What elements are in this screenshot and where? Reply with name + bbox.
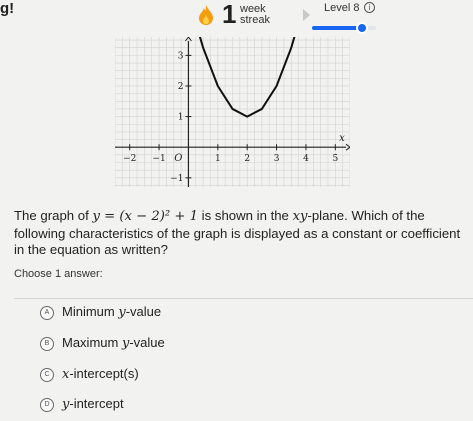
y-tick-label: −1 — [170, 173, 184, 184]
parabola-graph — [115, 37, 350, 187]
x-tick-label: −1 — [152, 154, 166, 165]
level-progress-fill — [312, 26, 362, 30]
streak-count: 1 — [222, 0, 237, 29]
info-icon[interactable]: i — [364, 2, 375, 13]
y-tick-label: 3 — [177, 51, 184, 62]
x-tick-label: −2 — [123, 154, 137, 165]
option-letter-a: A — [40, 306, 54, 320]
option-letter-c: C — [40, 368, 54, 382]
question-equation: y = (x − 2)² + 1 — [92, 209, 198, 224]
x-tick-label: 3 — [273, 154, 280, 165]
question-part-1: The graph of — [14, 208, 93, 223]
choose-instruction: Choose 1 answer: — [14, 268, 103, 280]
option-text-d: y-intercept — [62, 396, 124, 412]
option-letter-d: D — [40, 398, 54, 412]
exercise-header — [0, 0, 473, 36]
option-text-c: x-intercept(s) — [62, 366, 139, 382]
origin-label: O — [174, 153, 183, 165]
chevron-right-icon[interactable] — [303, 9, 310, 21]
option-letter-b: B — [40, 337, 54, 351]
question-text — [14, 208, 466, 259]
y-tick-label: 2 — [177, 81, 184, 92]
y-tick-label: 1 — [177, 112, 184, 123]
question-part-2: is shown in the — [198, 208, 293, 223]
streak-unit-label: week — [240, 3, 266, 15]
streak-label: streak — [240, 14, 270, 26]
question-plane: xy — [292, 209, 308, 224]
option-text-a: Minimum y-value — [62, 304, 162, 320]
x-tick-label: 2 — [244, 154, 251, 165]
header-partial-text: g! — [0, 0, 15, 17]
option-text-b: Maximum y-value — [62, 335, 165, 351]
level-label: Level 8 — [324, 2, 360, 14]
question-part-3: -plane. Which of the following characteristics of the graph is displayed as a constant or coefficient in the equation as written? — [14, 208, 461, 257]
flame-icon — [198, 5, 214, 25]
x-tick-label: 4 — [303, 154, 309, 165]
x-axis-label: x — [339, 133, 345, 145]
x-tick-label: 5 — [332, 154, 339, 165]
x-tick-label: 1 — [214, 154, 221, 165]
level-progress-knob — [356, 22, 368, 34]
divider — [14, 298, 473, 299]
